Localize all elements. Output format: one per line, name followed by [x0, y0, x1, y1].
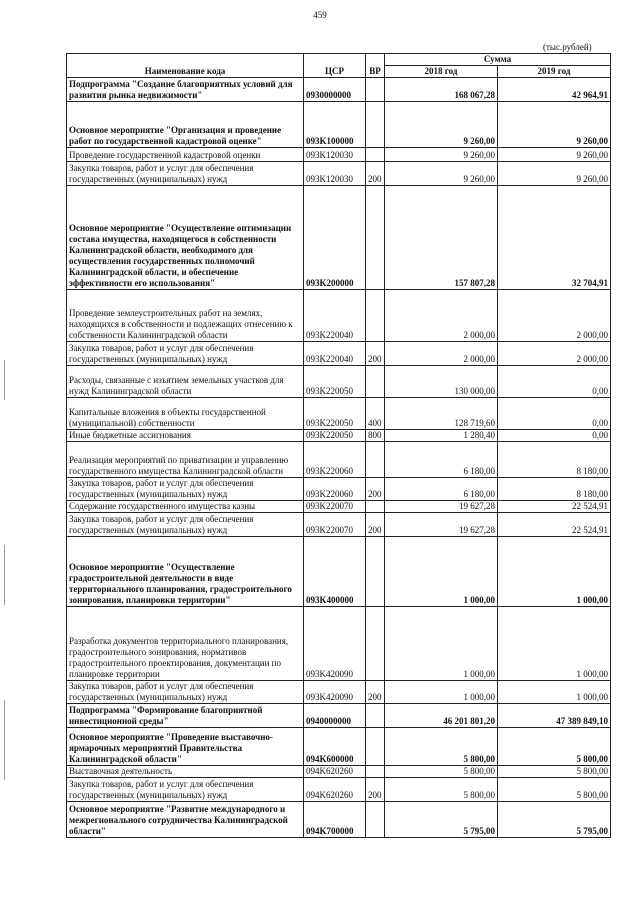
- header-csr: ЦСР: [304, 54, 366, 78]
- row-name: Основное мероприятие "Организация и проведение работ по государственной кадастровой оценке": [67, 102, 304, 148]
- row-csr: 093K420090: [304, 681, 366, 704]
- row-csr: 094K700000: [304, 802, 366, 838]
- header-name: Наименование кода: [67, 54, 304, 78]
- row-vr: [366, 366, 385, 398]
- row-name: Закупка товаров, работ и услуг для обеспечения государственных (муниципальных) нужд: [67, 478, 304, 501]
- row-name: Расходы, связанные с изъятием земельных участков для нужд Калининградской области: [67, 366, 304, 398]
- row-name: Основное мероприятие "Проведение выставочно-ярмарочных мероприятий Правительства Калининградской области": [67, 728, 304, 766]
- row-2019: 22 524,91: [498, 501, 611, 513]
- row-2018: 46 201 801,20: [385, 704, 498, 728]
- row-vr: 200: [366, 478, 385, 501]
- row-2018: 2 000,00: [385, 342, 498, 366]
- row-vr: [366, 186, 385, 290]
- table-row: [67, 704, 611, 728]
- row-vr: [366, 766, 385, 778]
- table-row: [67, 290, 611, 342]
- table-row: [67, 766, 611, 778]
- margin-mark: [4, 360, 5, 400]
- row-2019: 5 800,00: [498, 766, 611, 778]
- table-row: [67, 607, 611, 681]
- header-vr: ВР: [366, 54, 385, 78]
- table-row: [67, 78, 611, 102]
- row-2019: 1 000,00: [498, 607, 611, 681]
- row-csr: 0940000000: [304, 704, 366, 728]
- row-2019: 2 000,00: [498, 342, 611, 366]
- table-row: [67, 366, 611, 398]
- row-name: Содержание государственного имущества казны: [67, 501, 304, 513]
- row-csr: 0930000000: [304, 78, 366, 102]
- row-2018: 157 807,28: [385, 186, 498, 290]
- row-vr: [366, 102, 385, 148]
- row-2019: 5 795,00: [498, 802, 611, 838]
- row-2018: 19 627,28: [385, 501, 498, 513]
- row-csr: 093K200000: [304, 186, 366, 290]
- table-row: [67, 681, 611, 704]
- header-2018: 2018 год: [385, 66, 498, 78]
- row-name: Реализация мероприятий по приватизации и управлению государственного имущества Калининградской области: [67, 442, 304, 478]
- row-vr: [366, 607, 385, 681]
- row-2018: 5 800,00: [385, 766, 498, 778]
- row-2018: 1 000,00: [385, 537, 498, 607]
- table-row: [67, 442, 611, 478]
- row-csr: 093K220050: [304, 398, 366, 430]
- row-csr: 094K620260: [304, 778, 366, 802]
- row-2018: 5 800,00: [385, 728, 498, 766]
- row-name: Закупка товаров, работ и услуг для обеспечения государственных (муниципальных) нужд: [67, 513, 304, 537]
- row-csr: 093K220060: [304, 478, 366, 501]
- row-2018: 130 000,00: [385, 366, 498, 398]
- table-row: [67, 162, 611, 186]
- row-vr: 800: [366, 430, 385, 442]
- row-csr: 093K220050: [304, 366, 366, 398]
- row-csr: 093K220070: [304, 513, 366, 537]
- row-vr: 200: [366, 681, 385, 704]
- row-2019: 5 800,00: [498, 728, 611, 766]
- row-2019: 9 260,00: [498, 148, 611, 162]
- row-name: Проведение государственной кадастровой оценки: [67, 148, 304, 162]
- row-2019: 1 000,00: [498, 537, 611, 607]
- row-name: Иные бюджетные ассигнования: [67, 430, 304, 442]
- row-vr: [366, 728, 385, 766]
- row-2018: 1 280,40: [385, 430, 498, 442]
- row-vr: [366, 501, 385, 513]
- table-row: [67, 478, 611, 501]
- row-2018: 6 180,00: [385, 478, 498, 501]
- row-vr: 200: [366, 513, 385, 537]
- table-row: [67, 728, 611, 766]
- row-2018: 168 067,28: [385, 78, 498, 102]
- row-csr: 093K100000: [304, 102, 366, 148]
- margin-mark: [4, 545, 5, 605]
- row-vr: [366, 537, 385, 607]
- row-csr: 093K420090: [304, 607, 366, 681]
- page-number: 459: [313, 10, 327, 20]
- row-2018: 1 000,00: [385, 607, 498, 681]
- row-2019: 8 180,00: [498, 478, 611, 501]
- row-2019: 22 524,91: [498, 513, 611, 537]
- table-row: [67, 430, 611, 442]
- row-vr: [366, 442, 385, 478]
- row-2018: 5 795,00: [385, 802, 498, 838]
- row-name: Закупка товаров, работ и услуг для обеспечения государственных (муниципальных) нужд: [67, 342, 304, 366]
- row-vr: 200: [366, 778, 385, 802]
- row-2019: 0,00: [498, 430, 611, 442]
- row-name: Капитальные вложения в объекты государственной (муниципальной) собственности: [67, 398, 304, 430]
- row-2018: 5 800,00: [385, 778, 498, 802]
- row-2019: 0,00: [498, 366, 611, 398]
- table-body: [67, 78, 611, 838]
- row-csr: 094K600000: [304, 728, 366, 766]
- row-2018: 9 260,00: [385, 148, 498, 162]
- table-row: [67, 802, 611, 838]
- row-2018: 6 180,00: [385, 442, 498, 478]
- budget-table: [66, 53, 611, 838]
- row-name: Выставочная деятельность: [67, 766, 304, 778]
- row-vr: [366, 704, 385, 728]
- row-2019: 0,00: [498, 398, 611, 430]
- row-vr: [366, 802, 385, 838]
- table-row: [67, 537, 611, 607]
- row-2018: 9 260,00: [385, 162, 498, 186]
- row-csr: 093K220040: [304, 342, 366, 366]
- row-name: Подпрограмма "Формирование благоприятной инвестиционной среды": [67, 704, 304, 728]
- table-row: [67, 501, 611, 513]
- row-name: Основное мероприятие "Осуществление градостроительной деятельности в виде территориального планирования, градостроительного зонирования, планировки территории": [67, 537, 304, 607]
- row-2019: 5 800,00: [498, 778, 611, 802]
- row-name: Подпрограмма "Создание благоприятных условий для развития рынка недвижимости": [67, 78, 304, 102]
- row-name: Закупка товаров, работ и услуг для обеспечения государственных (муниципальных) нужд: [67, 162, 304, 186]
- row-name: Закупка товаров, работ и услуг для обеспечения государственных (муниципальных) нужд: [67, 681, 304, 704]
- row-2019: 47 389 849,10: [498, 704, 611, 728]
- header-sum: Сумма: [385, 54, 611, 66]
- row-2019: 2 000,00: [498, 290, 611, 342]
- row-2019: 8 180,00: [498, 442, 611, 478]
- row-csr: 093K120030: [304, 162, 366, 186]
- table-row: [67, 148, 611, 162]
- row-2018: 1 000,00: [385, 681, 498, 704]
- table-row: [67, 102, 611, 148]
- table-row: [67, 398, 611, 430]
- row-csr: 093K220070: [304, 501, 366, 513]
- row-2019: 1 000,00: [498, 681, 611, 704]
- row-vr: [366, 148, 385, 162]
- row-vr: 400: [366, 398, 385, 430]
- margin-mark: [4, 700, 5, 780]
- row-2018: 9 260,00: [385, 102, 498, 148]
- row-name: Проведение землеустроительных работ на землях, находящихся в собственности и подлежащих отнесению к собственности Калининградской области: [67, 290, 304, 342]
- row-name: Закупка товаров, работ и услуг для обеспечения государственных (муниципальных) нужд: [67, 778, 304, 802]
- row-csr: 093K120030: [304, 148, 366, 162]
- row-vr: [366, 290, 385, 342]
- row-2018: 19 627,28: [385, 513, 498, 537]
- row-csr: 093K400000: [304, 537, 366, 607]
- table-row: [67, 342, 611, 366]
- row-csr: 093K220050: [304, 430, 366, 442]
- row-vr: 200: [366, 342, 385, 366]
- header-2019: 2019 год: [498, 66, 611, 78]
- row-name: Разработка документов территориального планирования, градостроительного зонирования, нормативов градостроительного проектирования, документации по планировке территории: [67, 607, 304, 681]
- units-label: (тыс.рублей): [543, 42, 592, 52]
- row-2018: 128 719,60: [385, 398, 498, 430]
- row-csr: 093K220040: [304, 290, 366, 342]
- table-row: [67, 513, 611, 537]
- row-2019: 9 260,00: [498, 162, 611, 186]
- row-name: Основное мероприятие "Осуществление оптимизации состава имущества, находящегося в собственности Калининградской области, необходимого для осуществления государственных полномочий Калининградской области, и обеспечение эффективности его использования": [67, 186, 304, 290]
- row-2019: 9 260,00: [498, 102, 611, 148]
- row-vr: [366, 78, 385, 102]
- row-vr: 200: [366, 162, 385, 186]
- row-2018: 2 000,00: [385, 290, 498, 342]
- row-csr: 094K620260: [304, 766, 366, 778]
- table-row: [67, 778, 611, 802]
- row-name: Основное мероприятие "Развитие международного и межрегионального сотрудничества Калининградской области": [67, 802, 304, 838]
- row-2019: 42 964,91: [498, 78, 611, 102]
- table-row: [67, 186, 611, 290]
- row-2019: 32 704,91: [498, 186, 611, 290]
- row-csr: 093K220060: [304, 442, 366, 478]
